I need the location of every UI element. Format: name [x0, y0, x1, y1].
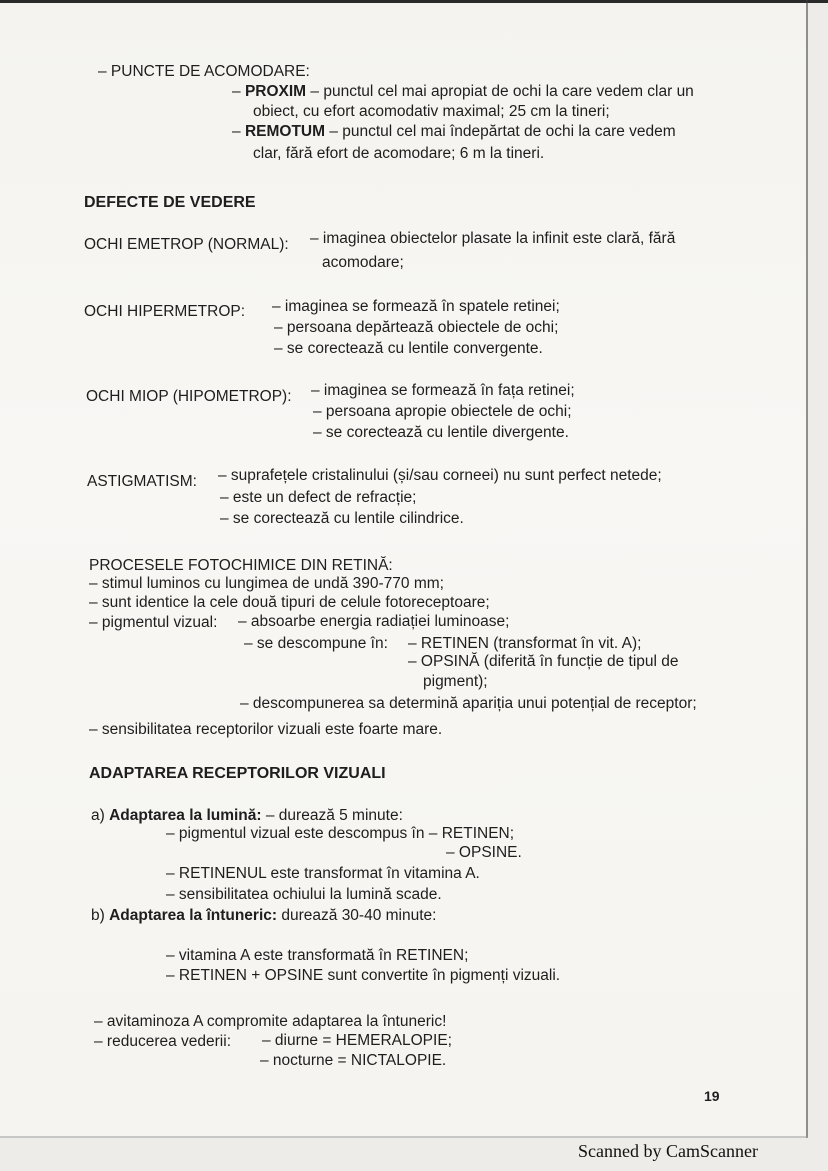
photochem-line: – sunt identice la cele două tipuri de celule fotoreceptoare;	[89, 594, 490, 611]
pigment-label: – pigmentul vizual:	[89, 614, 218, 631]
emetrop-line-2: acomodare;	[322, 254, 404, 271]
pigment-decomposes: – se descompune în:	[244, 635, 388, 652]
astigmatism-item: – suprafețele cristalinului (și/sau corneei) nu sunt perfect netede;	[218, 467, 662, 484]
reduction-item: – nocturne = NICTALOPIE.	[260, 1052, 447, 1069]
reduction-item: – diurne = HEMERALOPIE;	[262, 1032, 452, 1049]
astigmatism-item: – se corectează cu lentile cilindrice.	[220, 510, 464, 527]
dark-adaptation-item: – vitamina A este transformată în RETINEN;	[166, 947, 469, 964]
miop-item: – persoana apropie obiectele de ochi;	[313, 403, 572, 420]
proxim-line-2: obiect, cu efort acomodativ maximal; 25 cm la tineri;	[253, 103, 610, 120]
light-adaptation-item: – RETINENUL este transformat în vitamina A.	[166, 865, 480, 882]
light-adaptation-item: – OPSINE.	[446, 844, 522, 861]
camscanner-watermark: Scanned by CamScanner	[578, 1141, 758, 1161]
pigment-absorbs: – absoarbe energia radiației luminoase;	[238, 613, 510, 630]
miop-label: OCHI MIOP (HIPOMETROP):	[86, 388, 292, 405]
proxim-term: PROXIM	[244, 83, 307, 100]
page-top-edge	[0, 0, 828, 3]
adaptation-heading: ADAPTAREA RECEPTORILOR VIZUALI	[89, 765, 386, 782]
dark-adaptation-item: – RETINEN + OPSINE sunt convertite în pigmenți vizuali.	[166, 967, 561, 984]
hipermetrop-item: – persoana depărtează obiectele de ochi;	[274, 319, 559, 336]
receptor-sensitivity: – sensibilitatea receptorilor vizuali este foarte mare.	[89, 721, 443, 738]
emetrop-label: OCHI EMETROP (NORMAL):	[84, 236, 289, 253]
dark-adaptation-label: Adaptarea la întuneric:	[109, 907, 278, 924]
opsina-item-cont: pigment);	[423, 673, 488, 690]
photochem-line: – stimul luminos cu lungimea de undă 390-770 mm;	[89, 575, 444, 592]
astigmatism-item: – este un defect de refracție;	[220, 489, 417, 506]
defects-heading: DEFECTE DE VEDERE	[84, 194, 256, 211]
avitaminoza-note: – avitaminoza A compromite adaptarea la întuneric!	[94, 1013, 447, 1030]
remotum-term: REMOTUM	[244, 123, 326, 140]
reduction-label: – reducerea vederii:	[94, 1033, 231, 1050]
remotum-line-1: – REMOTUM – punctul cel mai îndepărtat de ochi la care vedem	[232, 123, 676, 140]
hipermetrop-label: OCHI HIPERMETROP:	[84, 303, 246, 320]
astigmatism-label: ASTIGMATISM:	[87, 473, 197, 490]
light-adaptation-item: – pigmentul vizual este descompus în – RETINEN;	[166, 825, 515, 842]
light-adaptation-item: – sensibilitatea ochiului la lumină scade.	[166, 886, 442, 903]
emetrop-line-1: – imaginea obiectelor plasate la infinit este clară, fără	[310, 230, 676, 247]
photochem-heading: PROCESELE FOTOCHIMICE DIN RETINĂ:	[89, 557, 393, 574]
hipermetrop-item: – se corectează cu lentile convergente.	[274, 340, 543, 357]
retinen-item: – RETINEN (transformat în vit. A);	[408, 635, 642, 652]
remotum-line-2: clar, fără efort de acomodare; 6 m la tineri.	[253, 145, 545, 162]
page-number: 19	[704, 1088, 720, 1104]
light-adaptation-label: Adaptarea la lumină:	[109, 807, 262, 824]
opsina-item: – OPSINĂ (diferită în funcție de tipul de	[408, 653, 679, 670]
miop-item: – imaginea se formează în fața retinei;	[311, 382, 575, 399]
dark-adaptation-line: b) Adaptarea la întuneric: durează 30-40 minute:	[91, 907, 437, 924]
hipermetrop-item: – imaginea se formează în spatele retinei;	[272, 298, 560, 315]
page-right-edge	[806, 0, 808, 1138]
accommodation-heading: – PUNCTE DE ACOMODARE:	[98, 63, 310, 80]
light-adaptation-line: a) Adaptarea la lumină: – durează 5 minute:	[91, 807, 403, 824]
miop-item: – se corectează cu lentile divergente.	[313, 424, 569, 441]
receptor-potential: – descompunerea sa determină apariția unui potențial de receptor;	[240, 695, 697, 712]
proxim-line-1: – PROXIM – punctul cel mai apropiat de ochi la care vedem clar un	[232, 83, 694, 100]
